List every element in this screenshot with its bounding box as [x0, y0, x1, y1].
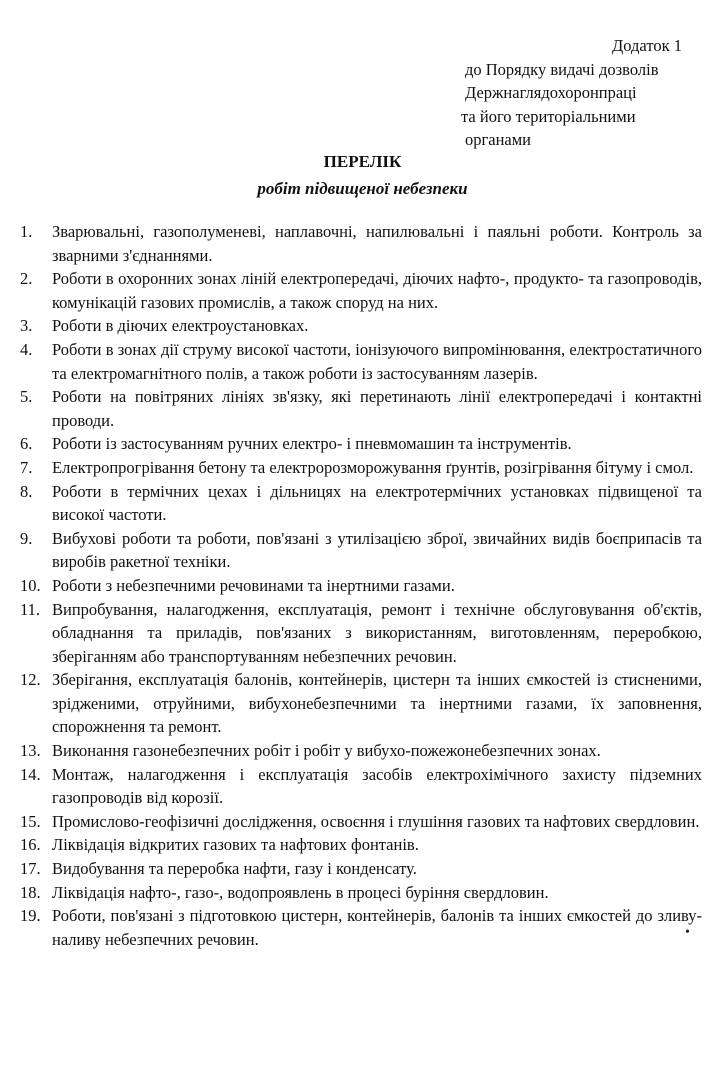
list-item	[20, 456, 702, 480]
annex-line-5: органами	[465, 130, 532, 149]
list-item-number: 9.	[20, 528, 33, 548]
list-item-text: Роботи на повітряних лініях зв'язку, які перетинають лінії електропередачі і контактні проводи.	[52, 387, 702, 430]
list-item-text: Вибухові роботи та роботи, пов'язані з утилізацією зброї, звичайних видів боєприпасів та виробів ракетної техніки.	[52, 528, 702, 572]
list-item	[20, 338, 702, 385]
list-item	[20, 574, 702, 598]
annex-line-3: Держнаглядохоронпраці	[465, 83, 637, 102]
list-item-text: Зберігання, експлуатація балонів, контейнерів, цистерн та інших ємкостей із стисненими, зрідженими, отруйними, вибухонебезпечними та інертними газами, їх заповнення, спорожнення та ремонт.	[52, 670, 702, 737]
list-item-number: 18.	[20, 882, 41, 902]
list-item-text: Роботи в охоронних зонах ліній електропередачі, діючих нафто-, продукто- та газопроводів, комунікацій газових промислів, а також споруд на них.	[52, 269, 702, 312]
list-item	[20, 810, 702, 834]
scan-speck: •	[685, 925, 690, 940]
list-item-number: 13.	[20, 741, 41, 761]
list-item	[20, 314, 702, 338]
list-item-text: Електропрогрівання бетону та електророзморожування ґрунтів, розігрівання бітуму і смол.	[52, 457, 694, 477]
list-item	[20, 857, 702, 881]
list-item	[20, 527, 702, 574]
list-item-text: Ліквідація нафто-, газо-, водопроявлень в процесі буріння свердловин.	[52, 882, 549, 902]
list-item-number: 11.	[20, 599, 41, 619]
list-item	[20, 833, 702, 857]
list-item-text: Роботи в термічних цехах і дільницях на електротермічних установках підвищеної та високої частоти.	[52, 481, 702, 525]
list-item-number: 2.	[20, 269, 33, 289]
list-item	[20, 763, 702, 810]
document-subtitle: робіт підвищеної небезпеки	[257, 179, 468, 198]
list-item-text: Зварювальні, газополуменеві, наплавочні, напилювальні і паяльні роботи. Контроль за зварними з'єднаннями.	[52, 222, 702, 265]
list-item-number: 5.	[20, 387, 33, 407]
list-item-text: Роботи із застосуванням ручних електро- і пневмомашин та інструментів.	[52, 434, 572, 454]
list-item-number: 12.	[20, 670, 41, 690]
list-item-number: 4.	[20, 339, 33, 359]
list-item	[20, 668, 702, 739]
list-item	[20, 385, 702, 432]
list-item	[20, 480, 702, 527]
list-item-number: 15.	[20, 811, 41, 831]
document-title: ПЕРЕЛІК	[323, 152, 402, 171]
list-item	[20, 881, 702, 905]
list-item-number: 6.	[20, 434, 33, 454]
list-item	[20, 904, 702, 951]
list-item-text: Роботи, пов'язані з підготовкою цистерн, контейнерів, балонів та інших ємкостей до зливу-наливу небезпечних речовин.	[52, 906, 702, 949]
list-item-text: Ліквідація відкритих газових та нафтових фонтанів.	[52, 835, 419, 855]
list-item-number: 19.	[20, 906, 41, 926]
list-item-number: 10.	[20, 575, 41, 595]
list-item-text: Монтаж, налагодження і експлуатація засобів електрохімічного захисту підземних газопроводів від корозії.	[52, 764, 702, 808]
list-item-text: Роботи в зонах дії струму високої частоти, іонізуючого випромінювання, електростатичного та електромагнітного полів, а також роботи із застосуванням лазерів.	[52, 339, 702, 383]
annex-line-1: Додаток 1	[612, 36, 682, 55]
list-item-text: Виконання газонебезпечних робіт і робіт у вибухо-пожежонебезпечних зонах.	[52, 741, 601, 761]
list-item	[20, 598, 702, 669]
list-item	[20, 220, 702, 267]
list-item-number: 3.	[20, 316, 33, 336]
list-item-text: Видобування та переробка нафти, газу і конденсату.	[52, 859, 417, 879]
list-item-number: 7.	[20, 457, 33, 477]
list-item-text: Роботи з небезпечними речовинами та інертними газами.	[52, 575, 455, 595]
document-heading	[0, 148, 725, 202]
annex-note	[461, 34, 715, 152]
list-item-number: 16.	[20, 835, 41, 855]
work-list	[20, 220, 702, 951]
list-item-number: 17.	[20, 859, 41, 879]
annex-line-4: та його територіальними	[461, 106, 636, 126]
list-item-number: 1.	[20, 222, 33, 241]
list-item-text: Промислово-геофізичні дослідження, освоєння і глушіння газових та нафтових свердловин.	[52, 811, 700, 831]
list-item	[20, 739, 702, 763]
list-item-text: Випробування, налагодження, експлуатація, ремонт і технічне обслуговування об'єктів, обладнання та приладів, пов'язаних з використанням, виготовленням, переробкою, зберіганням або транспортуванням небезпечних речовин.	[52, 599, 702, 666]
list-item	[20, 267, 702, 314]
annex-line-2: до Порядку видачі дозволів	[465, 59, 659, 79]
list-item-number: 14.	[20, 764, 41, 784]
list-item-number: 8.	[20, 481, 33, 501]
list-item-text: Роботи в діючих електроустановках.	[52, 316, 309, 336]
list-item	[20, 432, 702, 456]
